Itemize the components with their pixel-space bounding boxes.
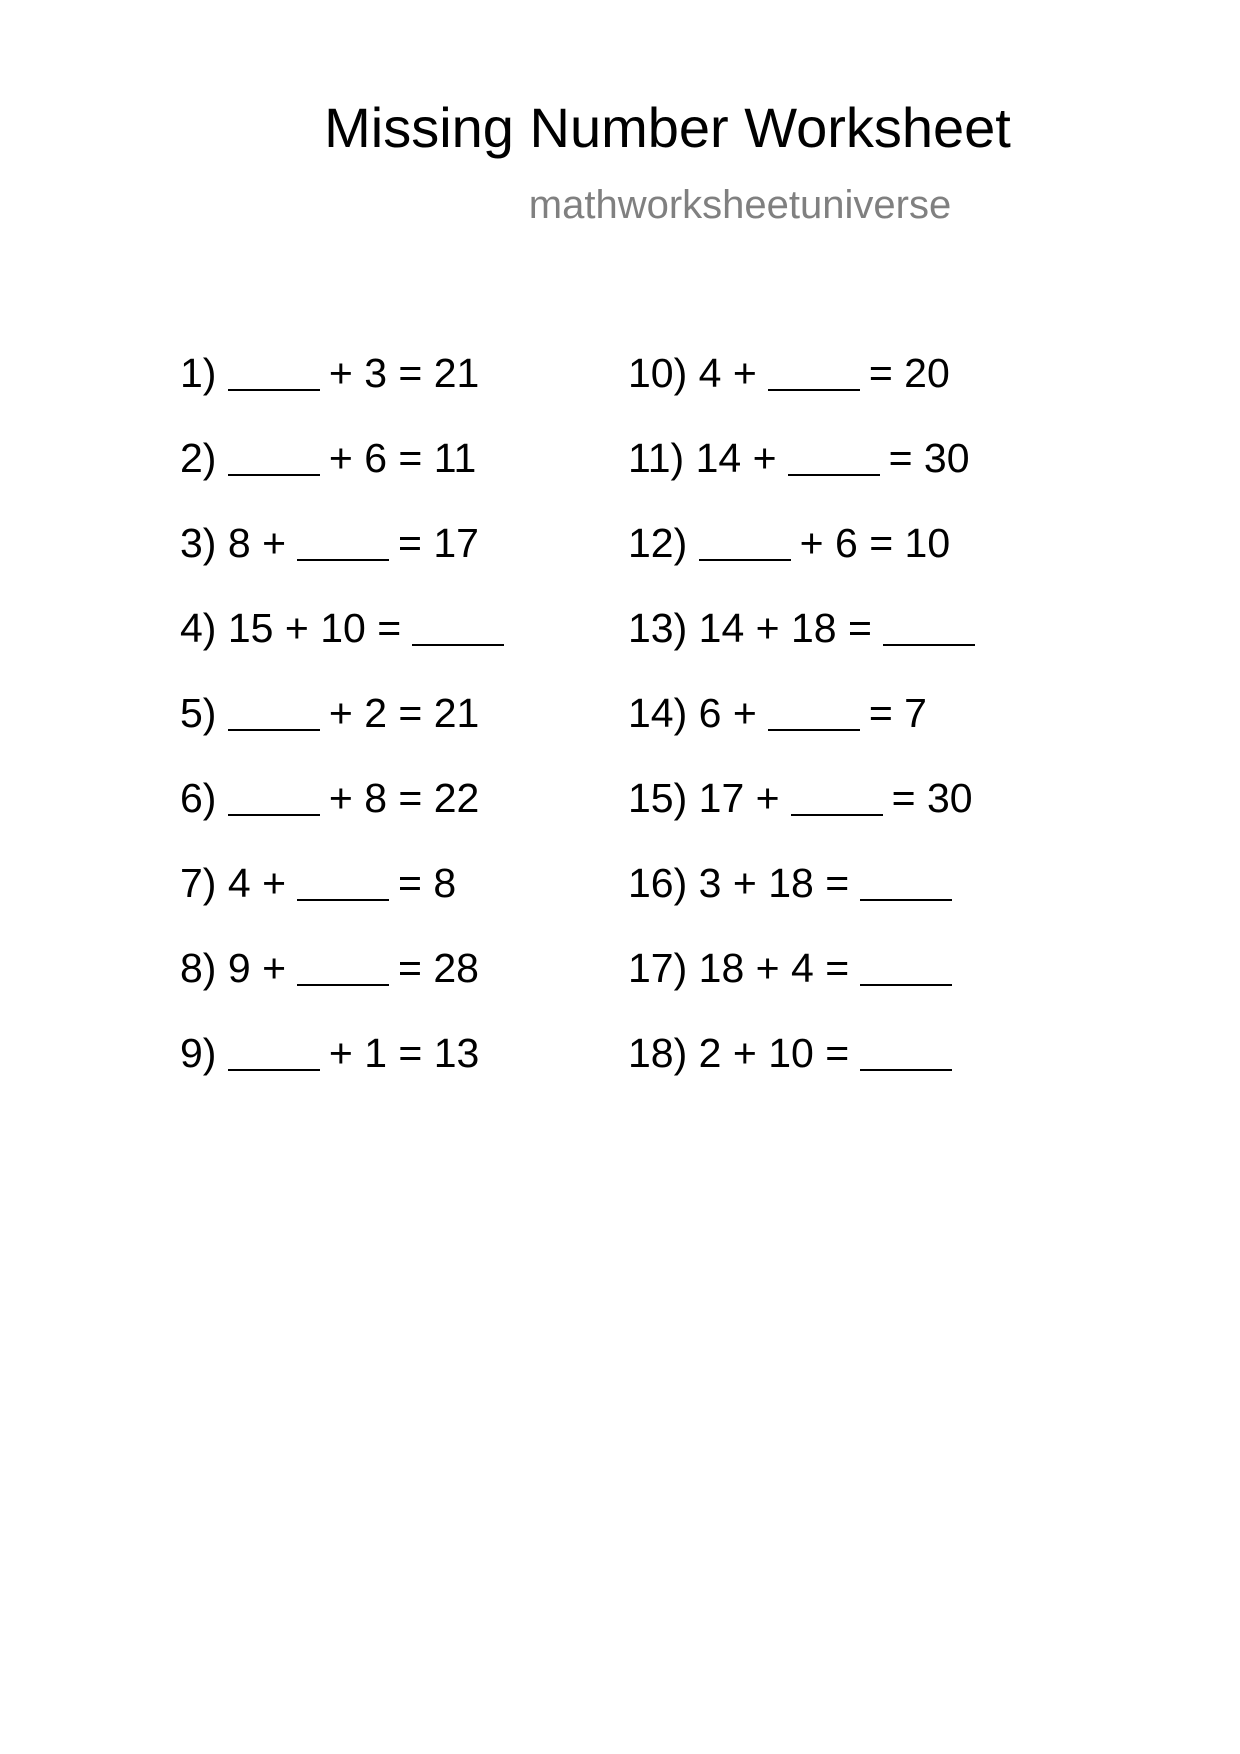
expression-after-blank: = 30 — [891, 775, 973, 821]
answer-blank[interactable] — [860, 1069, 952, 1071]
problem-11 — [628, 434, 984, 519]
problem-number: 10) — [628, 350, 688, 396]
expression-after-blank: + 8 = 22 — [328, 775, 480, 821]
expression-before-blank: 9 + — [227, 945, 287, 991]
answer-blank[interactable] — [297, 559, 389, 561]
problem-number: 8) — [180, 945, 217, 991]
expression-before-blank: 2 + 10 = — [698, 1030, 850, 1076]
expression-before-blank: 8 + — [227, 520, 287, 566]
problem-number: 14) — [628, 690, 688, 736]
problem-17 — [628, 944, 984, 1029]
expression-before-blank: 14 + 18 = — [698, 605, 872, 651]
problem-number: 18) — [628, 1030, 688, 1076]
worksheet-title: Missing Number Worksheet — [324, 96, 1011, 159]
answer-blank[interactable] — [228, 729, 320, 731]
problem-15 — [628, 774, 984, 859]
expression-after-blank: + 3 = 21 — [328, 350, 480, 396]
problem-number: 15) — [628, 775, 688, 821]
expression-before-blank: 4 + — [227, 860, 287, 906]
problem-4 — [180, 604, 513, 689]
expression-before-blank: 4 + — [698, 350, 757, 396]
answer-blank[interactable] — [412, 644, 504, 646]
problem-number: 2) — [180, 435, 217, 481]
problem-8 — [180, 944, 513, 1029]
expression-after-blank: + 6 = 11 — [328, 435, 477, 481]
problem-column-left — [180, 349, 513, 1114]
answer-blank[interactable] — [228, 814, 320, 816]
problem-number: 12) — [628, 520, 688, 566]
answer-blank[interactable] — [860, 984, 952, 986]
problem-number: 6) — [180, 775, 217, 821]
problem-number: 17) — [628, 945, 688, 991]
expression-after-blank: = 8 — [398, 860, 457, 906]
answer-blank[interactable] — [228, 389, 320, 391]
problem-7 — [180, 859, 513, 944]
expression-after-blank: + 6 = 10 — [799, 520, 951, 566]
answer-blank[interactable] — [297, 984, 389, 986]
expression-before-blank: 14 + — [695, 435, 777, 481]
expression-after-blank: = 28 — [398, 945, 479, 991]
problem-10 — [628, 349, 984, 434]
problem-6 — [180, 774, 513, 859]
problem-number: 4) — [180, 605, 217, 651]
problem-1 — [180, 349, 513, 434]
problem-16 — [628, 859, 984, 944]
problem-3 — [180, 519, 513, 604]
problem-14 — [628, 689, 984, 774]
expression-after-blank: + 2 = 21 — [328, 690, 480, 736]
problem-number: 3) — [180, 520, 217, 566]
answer-blank[interactable] — [297, 899, 389, 901]
expression-after-blank: = 7 — [868, 690, 927, 736]
problem-number: 9) — [180, 1030, 217, 1076]
problem-2 — [180, 434, 513, 519]
expression-before-blank: 3 + 18 = — [698, 860, 850, 906]
problem-number: 11) — [628, 435, 685, 481]
problem-number: 7) — [180, 860, 217, 906]
problem-12 — [628, 519, 984, 604]
expression-after-blank: = 17 — [398, 520, 479, 566]
problem-number: 5) — [180, 690, 217, 736]
expression-before-blank: 18 + 4 = — [698, 945, 850, 991]
problem-5 — [180, 689, 513, 774]
answer-blank[interactable] — [883, 644, 975, 646]
problem-number: 16) — [628, 860, 688, 906]
answer-blank[interactable] — [791, 814, 883, 816]
problem-18 — [628, 1029, 984, 1114]
answer-blank[interactable] — [860, 899, 952, 901]
expression-before-blank: 15 + 10 = — [227, 605, 402, 651]
expression-after-blank: = 20 — [868, 350, 950, 396]
problem-column-right — [628, 349, 984, 1114]
expression-before-blank: 6 + — [698, 690, 757, 736]
problem-9 — [180, 1029, 513, 1114]
answer-blank[interactable] — [768, 729, 860, 731]
answer-blank[interactable] — [788, 474, 880, 476]
answer-blank[interactable] — [699, 559, 791, 561]
answer-blank[interactable] — [228, 474, 320, 476]
problem-number: 1) — [180, 350, 217, 396]
expression-after-blank: + 1 = 13 — [328, 1030, 480, 1076]
problem-13 — [628, 604, 984, 689]
answer-blank[interactable] — [228, 1069, 320, 1071]
worksheet-source: mathworksheetuniverse — [528, 183, 952, 227]
expression-before-blank: 17 + — [698, 775, 780, 821]
expression-after-blank: = 30 — [888, 435, 970, 481]
problem-number: 13) — [628, 605, 688, 651]
answer-blank[interactable] — [768, 389, 860, 391]
